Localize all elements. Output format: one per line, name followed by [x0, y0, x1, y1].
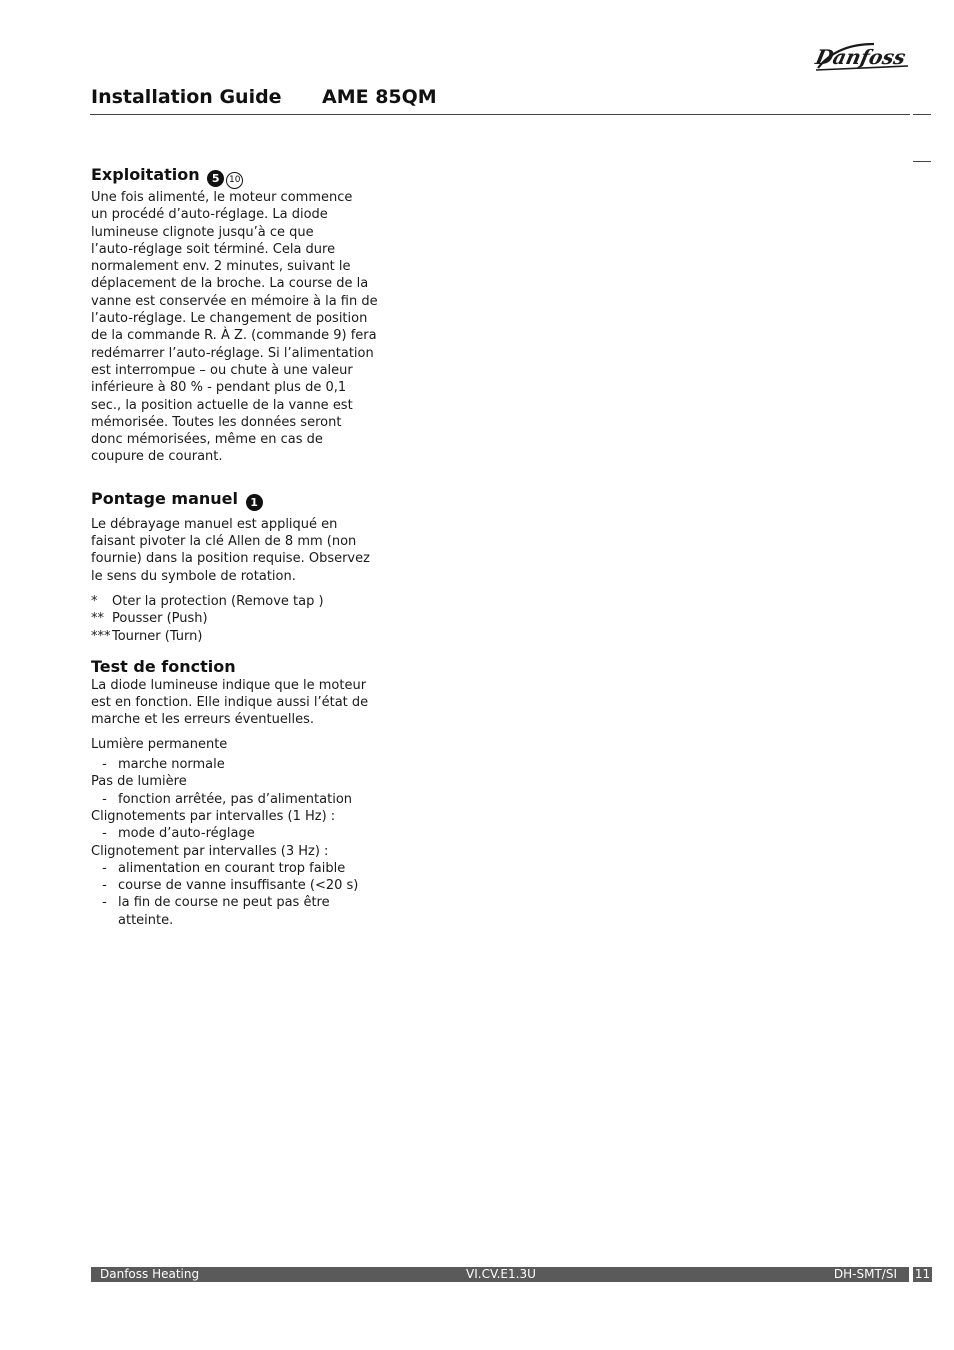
pontage-text: Le débrayage manuel est appliqué en faisant pivoter la clé Allen de 8 mm (non fournie) dans la position requise. Observez le sens du symbole de rotation.	[91, 516, 370, 584]
header-rule	[90, 114, 910, 115]
list-item: - la fin de course ne peut pas être	[102, 895, 330, 911]
footer-doc-code: VI.CV.E1.3U	[466, 1267, 536, 1281]
list-item: - alimentation en courant trop faible	[102, 860, 346, 876]
list-item: *** Tourner (Turn)	[91, 628, 203, 644]
pontage-steps	[91, 593, 359, 645]
footer-company: Danfoss Heating	[100, 1267, 200, 1281]
guide-title: Installation Guide	[91, 86, 282, 108]
section-heading-exploitation: Exploitation 5 10	[91, 165, 359, 189]
exploitation-text: Une fois alimenté, le moteur commence un procédé d’auto-réglage. La diode lumineuse clignote jusqu’à ce que l’auto-réglage soit términé. Cela dure normalement env. 2 minutes, suivant le déplacement de la broche. La course de la vanne est conservée en mémoire à la fin de l’auto-réglage. Le changement de position de la commande R. À Z. (commande 9) fera redémarrer l’auto-réglage. Si l’alimentation est interrompue – ou chute à une valeur inférieure à 80 % - pendant plus de 0,1 sec., la position actuelle de la vanne est mémorisée. Toutes les données seront donc mémorisées, même en cas de coupure de courant.	[91, 190, 378, 465]
page-number: 11	[914, 1267, 931, 1281]
danfoss-logo	[812, 38, 912, 78]
product-name: AME 85QM	[322, 86, 437, 108]
list-item: - fonction arrêtée, pas d’alimentation	[102, 791, 353, 807]
section-heading-pontage: Pontage manuel 1	[91, 489, 359, 511]
main-column	[91, 165, 378, 929]
list-item: * Oter la protection (Remove tap )	[91, 593, 324, 609]
footer-bar	[91, 1267, 909, 1282]
svg-text:Danfoss: Danfoss	[813, 45, 908, 69]
led-status-list: Lumière permanente - marche normale Pas de lumière - fonction arrêtée, pas d’alimentation Clignotements par intervalles (1 Hz) : - mode d’auto-réglage Clignotement par intervalles (3 Hz) : - alimentation en courant trop faible - course de vanne insuffisante (<20 s) - la fin de course ne peut pas être atteinte.	[91, 736, 359, 928]
list-item: ** Pousser (Push)	[91, 611, 208, 627]
list-item: - course de vanne insuffisante (<20 s)	[102, 878, 359, 894]
margin-tick	[913, 114, 931, 115]
footer-dept: DH-SMT/SI	[833, 1267, 897, 1281]
margin-tick	[913, 161, 931, 162]
figure-ref-marker: 1	[246, 494, 263, 511]
test-text: La diode lumineuse indique que le moteur est en fonction. Elle indique aussi l’état de marche et les erreurs éventuelles.	[91, 677, 369, 728]
section-heading-test: Test de fonction	[91, 656, 236, 676]
figure-ref-marker: 5	[207, 170, 224, 187]
list-item: - mode d’auto-réglage	[102, 826, 255, 842]
list-item: - marche normale	[102, 757, 225, 773]
figure-ref-marker: 10	[226, 172, 243, 189]
